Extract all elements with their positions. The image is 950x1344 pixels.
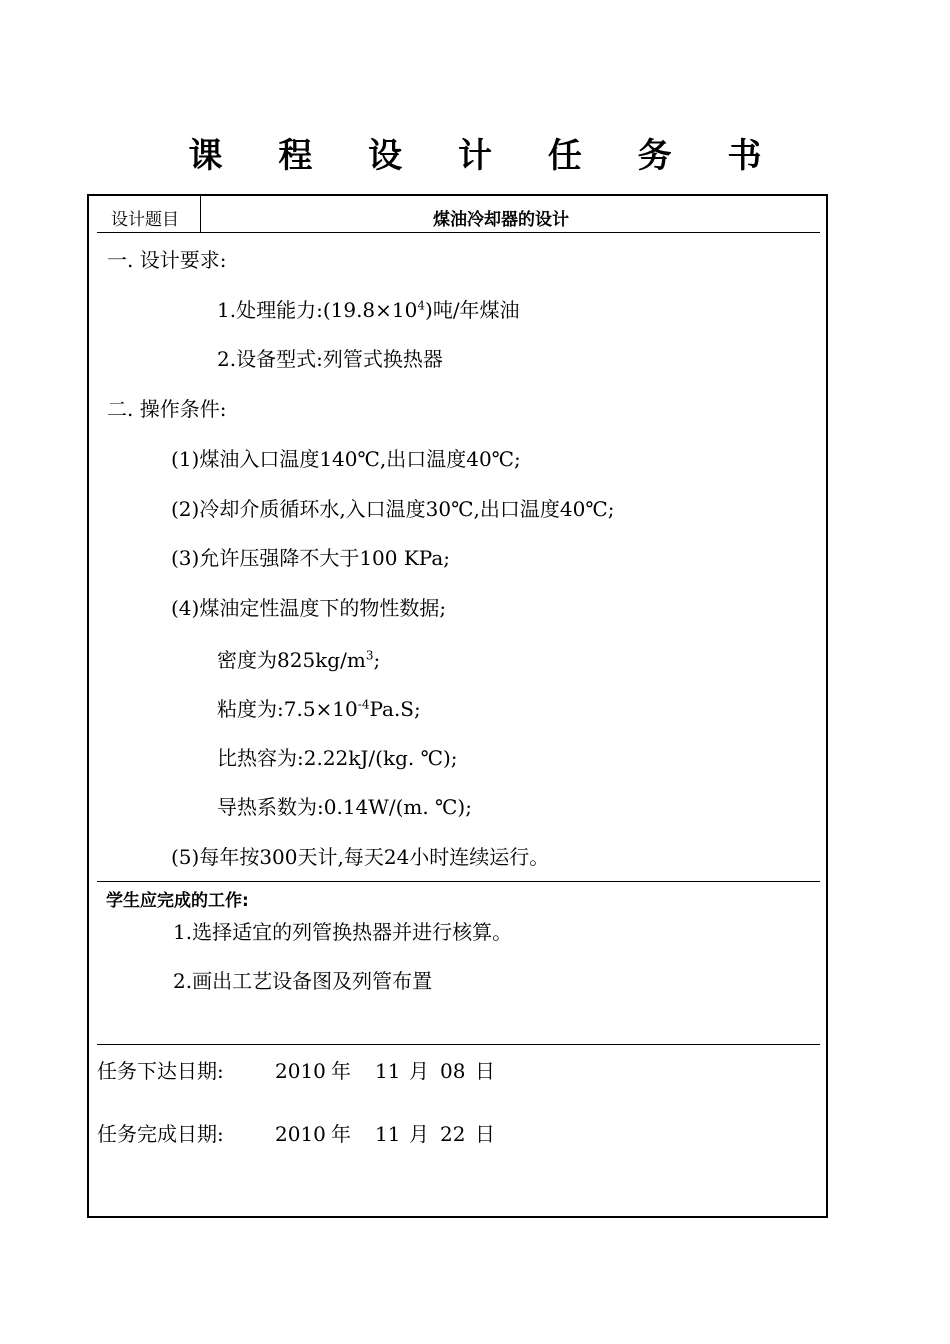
prop-density (217, 648, 380, 672)
viscosity-prefix: 粘度为:7.5×10 (217, 697, 358, 721)
viscosity-exponent: -4 (357, 697, 370, 712)
condition-operating-schedule: (5)每年按300天计,每天24小时连续运行。 (171, 845, 550, 869)
issue-year-unit: 年 (331, 1059, 351, 1083)
finish-month-unit: 月 (409, 1122, 429, 1146)
prop-heat-capacity: 比热容为:2.22kJ/(kg. ℃); (217, 746, 458, 770)
condition-cooling-water: (2)冷却介质循环水,入口温度30℃,出口温度40℃; (171, 497, 615, 521)
issue-year: 2010 (275, 1059, 326, 1083)
topic-cell-divider (200, 196, 201, 233)
capacity-exponent: 4 (417, 298, 426, 313)
dates-section-top-line (97, 1044, 820, 1045)
issue-date-label: 任务下达日期: (97, 1059, 224, 1083)
prop-viscosity (217, 697, 421, 721)
requirement-capacity (217, 298, 520, 322)
page-title: 课 程 设 计 任 务 书 (188, 136, 784, 176)
work-section-top-line (97, 881, 820, 882)
density-exponent: 3 (365, 648, 374, 663)
work-heading: 学生应完成的工作: (106, 891, 249, 911)
finish-year: 2010 (275, 1122, 326, 1146)
work-item-1: 1.选择适宜的列管换热器并进行核算。 (173, 920, 513, 944)
viscosity-suffix: Pa.S; (369, 697, 421, 721)
finish-year-unit: 年 (331, 1122, 351, 1146)
condition-kerosene-temp: (1)煤油入口温度140℃,出口温度40℃; (171, 447, 521, 471)
finish-date-label: 任务完成日期: (97, 1122, 224, 1146)
issue-day: 08 (440, 1059, 466, 1083)
topic-label: 设计题目 (111, 210, 179, 230)
issue-date-row (97, 1059, 495, 1083)
density-prefix: 密度为825kg/m (217, 648, 366, 672)
work-item-2: 2.画出工艺设备图及列管布置 (173, 969, 433, 993)
condition-pressure-drop: (3)允许压强降不大于100 KPa; (171, 546, 451, 570)
finish-month: 11 (375, 1122, 401, 1146)
condition-physical-props: (4)煤油定性温度下的物性数据; (171, 596, 447, 620)
capacity-prefix: 1.处理能力:(19.8×10 (217, 298, 418, 322)
requirement-equipment-type: 2.设备型式:列管式换热器 (217, 347, 443, 371)
prop-thermal-conductivity: 导热系数为:0.14W/(m. ℃); (217, 795, 472, 819)
conditions-heading: 二. 操作条件: (107, 397, 227, 421)
topic-value: 煤油冷却器的设计 (433, 210, 569, 230)
density-suffix: ; (373, 648, 381, 672)
finish-day-unit: 日 (475, 1122, 495, 1146)
issue-month: 11 (375, 1059, 401, 1083)
finish-date-row (97, 1122, 495, 1146)
finish-day: 22 (440, 1122, 466, 1146)
issue-month-unit: 月 (409, 1059, 429, 1083)
capacity-suffix: )吨/年煤油 (425, 298, 520, 322)
issue-day-unit: 日 (475, 1059, 495, 1083)
topic-row-bottom-line (97, 232, 820, 233)
requirements-heading: 一. 设计要求: (107, 248, 227, 272)
